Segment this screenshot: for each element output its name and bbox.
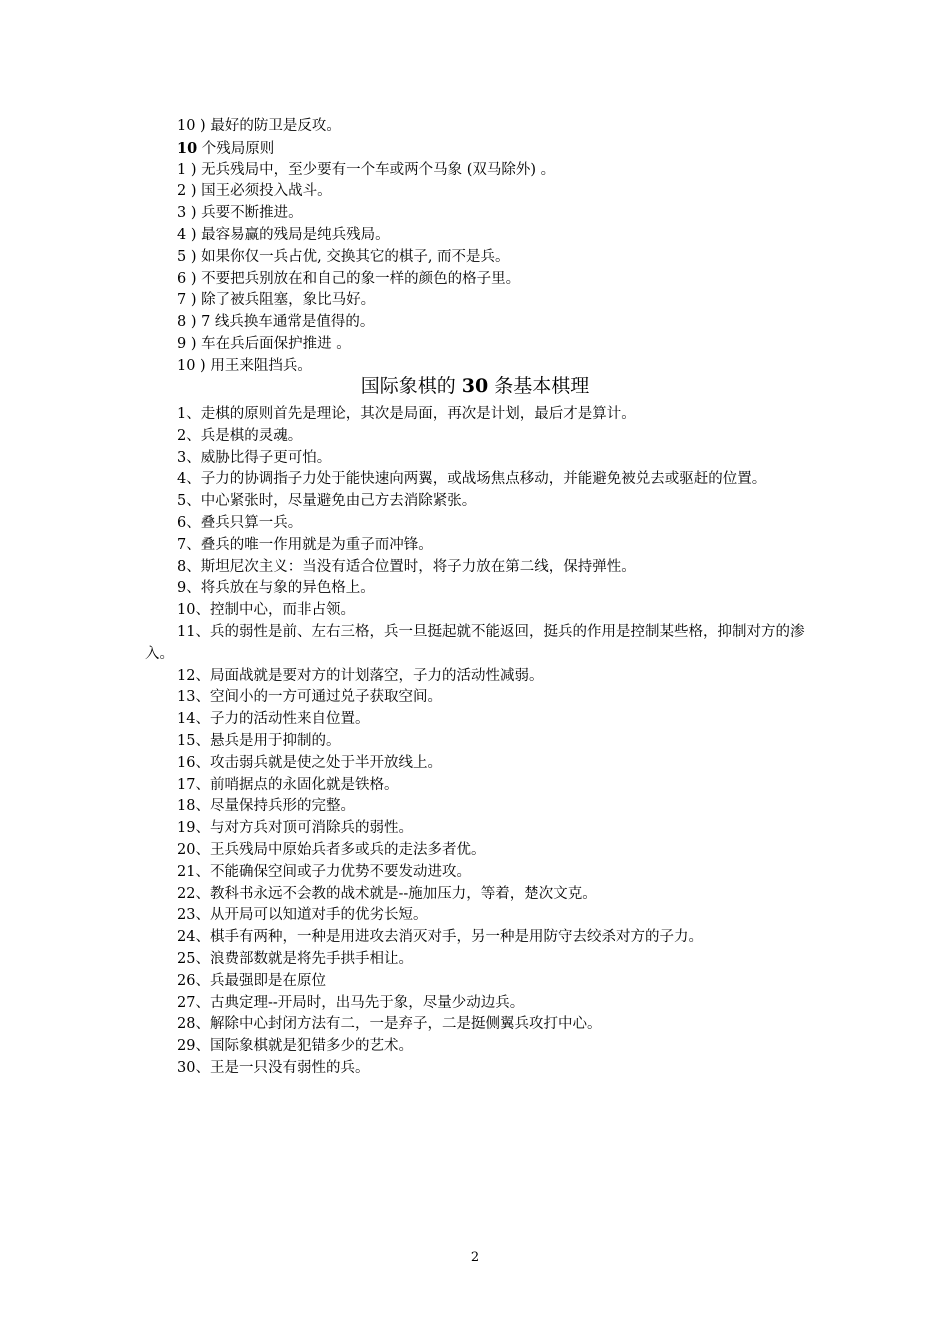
title-number: 30 xyxy=(461,375,489,397)
principle-item: 25、浪费部数就是将先手拱手相让。 xyxy=(177,950,413,967)
principle-item: 5、中心紧张时，尽量避免由己方去消除紧张。 xyxy=(177,493,477,510)
principle-item: 22、教科书永远不会教的战术就是--施加压力，等着，楚次文克。 xyxy=(177,885,597,902)
section-title xyxy=(0,373,950,399)
endgame-principle-item: 7 ) 除了被兵阻塞，象比马好。 xyxy=(177,292,376,309)
principle-item: 7、叠兵的唯一作用就是为重子而冲锋。 xyxy=(177,536,433,553)
principle-item: 30、王是一只没有弱性的兵。 xyxy=(177,1059,370,1076)
principle-item: 2、兵是棋的灵魂。 xyxy=(177,427,303,444)
endgame-principle-item: 6 ) 不要把兵别放在和自己的象一样的颜色的格子里。 xyxy=(177,270,521,287)
heading-number: 10 xyxy=(177,139,198,157)
principle-item: 23、从开局可以知道对手的优劣长短。 xyxy=(177,907,428,924)
principle-item: 10、控制中心，而非占领。 xyxy=(177,602,355,619)
principle-item: 3、威胁比得子更可怕。 xyxy=(177,449,332,466)
principle-item: 28、解除中心封闭方法有二，一是弃子，二是挺侧翼兵攻打中心。 xyxy=(177,1016,602,1033)
principle-item: 12、局面战就是要对方的计划落空，子力的活动性减弱。 xyxy=(177,667,544,684)
principle-item: 6、叠兵只算一兵。 xyxy=(177,514,303,531)
heading-text: 个残局原则 xyxy=(197,140,275,157)
principle-item: 24、棋手有两种，一种是用进攻去消灭对手，另一种是用防守去绞杀对方的子力。 xyxy=(177,929,703,946)
principle-item: 20、王兵残局中原始兵者多或兵的走法多者优。 xyxy=(177,841,486,858)
endgame-principle-item: 10 ) 用王来阻挡兵。 xyxy=(177,357,312,374)
principle-item: 16、攻击弱兵就是使之处于半开放线上。 xyxy=(177,754,442,771)
endgame-principle-item: 4 ) 最容易赢的残局是纯兵残局。 xyxy=(177,226,390,243)
principle-item: 4、子力的协调指子力处于能快速向两翼，或战场焦点移动，并能避免被兑去或驱赶的位置。 xyxy=(177,471,767,488)
principle-item: 18、尽量保持兵形的完整。 xyxy=(177,798,355,815)
endgame-principle-item: 8 ) 7 线兵换车通常是值得的。 xyxy=(177,314,375,331)
endgame-principle-item: 1 ) 无兵残局中，至少要有一个车或两个马象 (双马除外) 。 xyxy=(177,161,556,178)
endgame-principles-heading xyxy=(177,138,817,160)
principle-item: 27、古典定理--开局时，出马先于象，尽量少动边兵。 xyxy=(177,994,525,1011)
principle-item: 21、不能确保空间或子力优势不要发动进攻。 xyxy=(177,863,471,880)
principle-line: 10 ) 最好的防卫是反攻。 xyxy=(177,118,341,134)
principle-item: 11、兵的弱性是前、左右三格，兵一旦挺起就不能返回，挺兵的作用是控制某些格，抑制对方的渗入。 xyxy=(145,623,805,662)
principle-item: 19、与对方兵对顶可消除兵的弱性。 xyxy=(177,820,413,837)
basic-principles-list xyxy=(145,404,810,1080)
endgame-principle-item: 3 ) 兵要不断推进。 xyxy=(177,205,303,222)
page-number: 2 xyxy=(470,1250,480,1265)
principle-item: 13、空间小的一方可通过兑子获取空间。 xyxy=(177,689,442,706)
endgame-principle-item: 2 ) 国王必须投入战斗。 xyxy=(177,183,332,200)
principle-item: 26、兵最强即是在原位 xyxy=(177,972,326,989)
principle-item: 29、国际象棋就是犯错多少的艺术。 xyxy=(177,1038,413,1055)
principle-item: 15、悬兵是用于抑制的。 xyxy=(177,732,341,749)
title-pre: 国际象棋的 xyxy=(360,375,462,397)
endgame-principles-section xyxy=(177,116,817,378)
principle-item: 9、将兵放在与象的异色格上。 xyxy=(177,580,375,597)
title-post: 条基本棋理 xyxy=(488,375,590,397)
principle-item: 14、子力的活动性来自位置。 xyxy=(177,711,370,728)
endgame-principle-item: 5 ) 如果你仅一兵占优, 交换其它的棋子, 而不是兵。 xyxy=(177,248,510,265)
principle-item: 17、前哨据点的永固化就是铁格。 xyxy=(177,776,399,793)
endgame-principle-item: 9 ) 车在兵后面保护推进 。 xyxy=(177,335,351,352)
principle-item: 8、斯坦尼次主义：当没有适合位置时，将子力放在第二线，保持弹性。 xyxy=(177,558,636,575)
principle-item: 1、走棋的原则首先是理论，其次是局面，再次是计划，最后才是算计。 xyxy=(177,406,636,422)
